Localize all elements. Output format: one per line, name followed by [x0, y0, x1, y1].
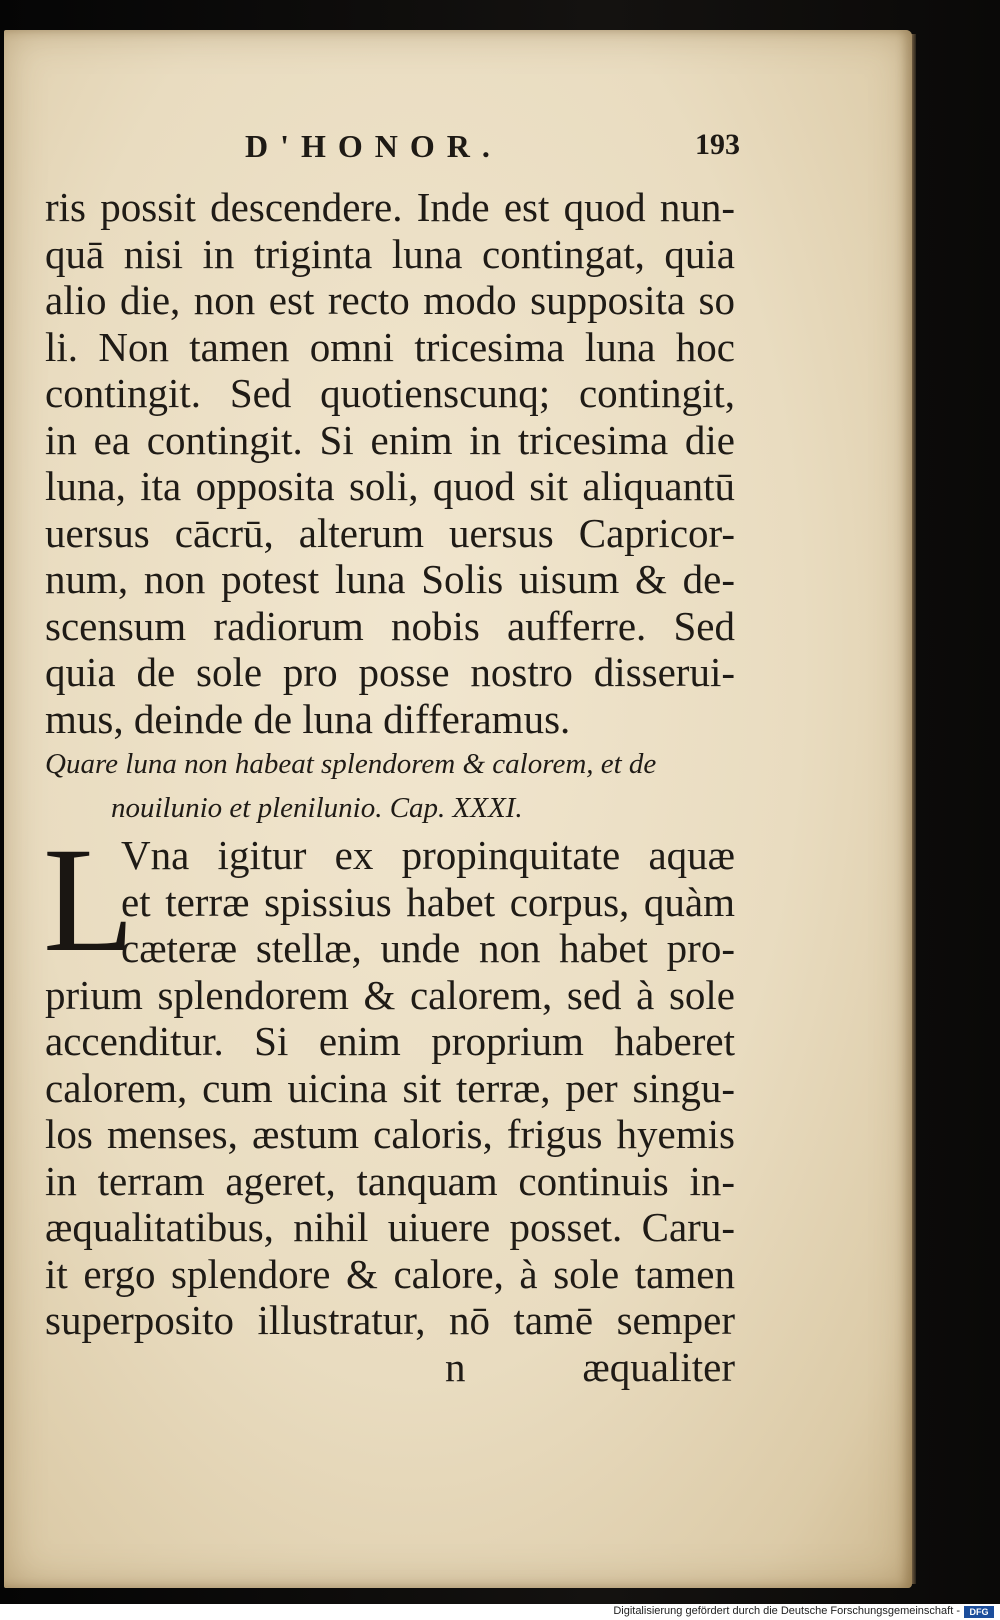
- signature-mark: n: [445, 1343, 466, 1390]
- text-line: mus, deinde de luna differamus.: [45, 695, 571, 742]
- text-line: quā nisi in triginta luna contingat, quia: [45, 230, 735, 277]
- text-line: li. Non tamen omni tricesima luna hoc: [45, 323, 735, 370]
- chapter-heading: [45, 742, 735, 830]
- chapter-heading-line: Quare luna non habeat splendorem & calorem, et de: [45, 748, 657, 780]
- text-line: prium splendorem & calorem, sed à sole: [45, 971, 735, 1018]
- text-line: scensum radiorum nobis aufferre. Sed: [45, 602, 735, 649]
- digitization-credit: Digitalisierung gefördert durch die Deutsche Forschungsgemeinschaft -: [613, 1605, 960, 1617]
- digitization-footer: [0, 1604, 1000, 1620]
- running-head: D'HONOR.: [245, 128, 502, 164]
- dfg-logo: DFG: [964, 1606, 994, 1618]
- text-line: contingit. Sed quotienscunq; contingit,: [45, 370, 735, 416]
- text-line: accenditur. Si enim proprium haberet: [45, 1018, 735, 1064]
- text-line: calorem, cum uicina sit terræ, per singu-: [45, 1064, 735, 1111]
- text-line: ris possit descendere. Inde est quod nun-: [45, 184, 735, 230]
- chapter-paragraph: [43, 817, 735, 1390]
- text-line: et terræ spissius habet corpus, quàm: [121, 878, 735, 925]
- text-line: it ergo splendore & calore, à sole tamen: [45, 1250, 735, 1297]
- text-line: in terram ageret, tanquam continuis in-: [45, 1157, 735, 1204]
- page-number: 193: [695, 128, 740, 161]
- chapter-heading-line: nouilunio et plenilunio. Cap. XXXI.: [111, 792, 523, 824]
- text-line: los menses, æstum caloris, frigus hyemis: [45, 1111, 735, 1157]
- text-line: luna, ita opposita soli, quod sit aliquantū: [45, 463, 735, 509]
- catchword: æqualiter: [582, 1343, 735, 1390]
- text-line: uersus cācrū, alterum uersus Capricor-: [45, 509, 735, 556]
- drop-cap: L: [43, 817, 135, 983]
- text-line: num, non potest luna Solis uisum & de-: [45, 556, 735, 602]
- catchword-line: [45, 1344, 735, 1390]
- text-line: cæteræ stellæ, unde non habet pro-: [121, 925, 735, 971]
- text-line: superposito illustratur, nō tamē semper: [45, 1297, 735, 1343]
- page-header: [40, 128, 740, 178]
- text-block: [45, 184, 735, 1390]
- text-line: quia de sole pro posse nostro disserui-: [45, 649, 735, 695]
- text-line: Vna igitur ex propinquitate aquæ: [121, 832, 735, 878]
- text-line: alio die, non est recto modo supposita so: [45, 277, 735, 323]
- body-paragraph: [45, 184, 735, 742]
- text-line: æqualitatibus, nihil uiuere posset. Caru-: [45, 1204, 735, 1250]
- text-line: in ea contingit. Si enim in tricesima die: [45, 416, 735, 463]
